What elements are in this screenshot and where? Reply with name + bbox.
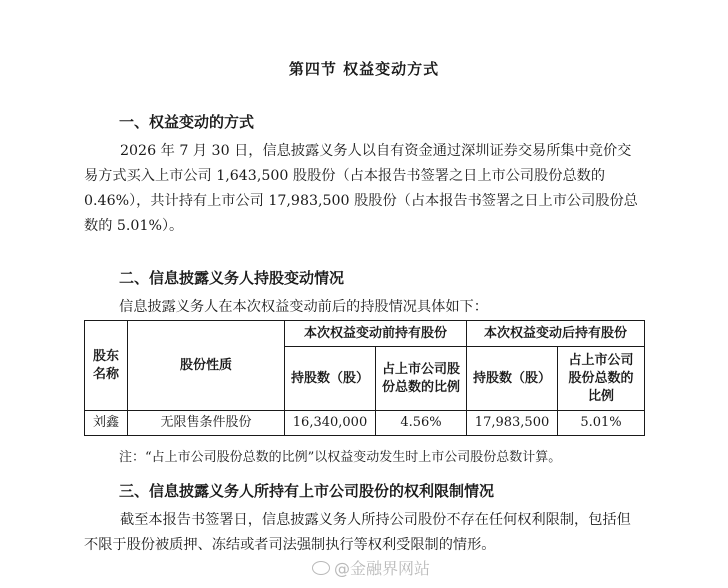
header-after-ratio: 占上市公司股份总数的比例	[558, 347, 645, 411]
heading-3: 三、信息披露义务人所持有上市公司股份的权利限制情况	[119, 482, 495, 500]
paragraph-1-text: 2026 年 7 月 30 日，信息披露义务人以自有资金通过深圳证券交易所集中竞价交易方式买入上市公司 1,643,500 股股份（占本报告书签署之日上市公司股份总数的 0.46%），共计持有上市公司 17,983,500 股股份（占本报告书签署之日上市公司股份总数的 5.01%）。	[84, 143, 638, 234]
header-before-group: 本次权益变动前持有股份	[285, 321, 467, 347]
heading-2: 二、信息披露义务人持股变动情况	[119, 269, 345, 287]
cell-shareholder: 刘鑫	[85, 411, 128, 436]
cell-after-ratio: 5.01%	[558, 411, 645, 436]
cell-nature: 无限售条件股份	[128, 411, 285, 436]
header-after-group: 本次权益变动后持有股份	[467, 321, 645, 347]
weibo-logo-icon	[312, 561, 330, 575]
watermark	[312, 556, 430, 579]
paragraph-3	[84, 508, 644, 558]
table-intro: 信息披露义务人在本次权益变动前后的持股情况具体如下：	[119, 299, 488, 315]
paragraph-3-text: 截至本报告书签署日，信息披露义务人所持公司股份不存在任何权利限制，包括但不限于股份被质押、冻结或者司法强制执行等权利受限制的情形。	[84, 512, 631, 553]
header-nature: 股份性质	[128, 321, 285, 411]
cell-before-shares: 16,340,000	[285, 411, 376, 436]
holdings-table	[84, 320, 645, 436]
watermark-text: @金融界网站	[334, 559, 431, 578]
table-row	[85, 411, 645, 436]
section-title: 第四节 权益变动方式	[288, 60, 440, 78]
header-after-shares: 持股数（股）	[467, 347, 558, 411]
header-shareholder: 股东名称	[85, 321, 128, 411]
header-before-shares: 持股数（股）	[285, 347, 376, 411]
header-before-ratio: 占上市公司股份总数的比例	[376, 347, 467, 411]
table-note: 注：“占上市公司股份总数的比例”以权益变动发生时上市公司股份总数计算。	[119, 450, 562, 465]
cell-after-shares: 17,983,500	[467, 411, 558, 436]
paragraph-1	[84, 139, 644, 239]
cell-before-ratio: 4.56%	[376, 411, 467, 436]
heading-1: 一、权益变动的方式	[119, 113, 255, 131]
